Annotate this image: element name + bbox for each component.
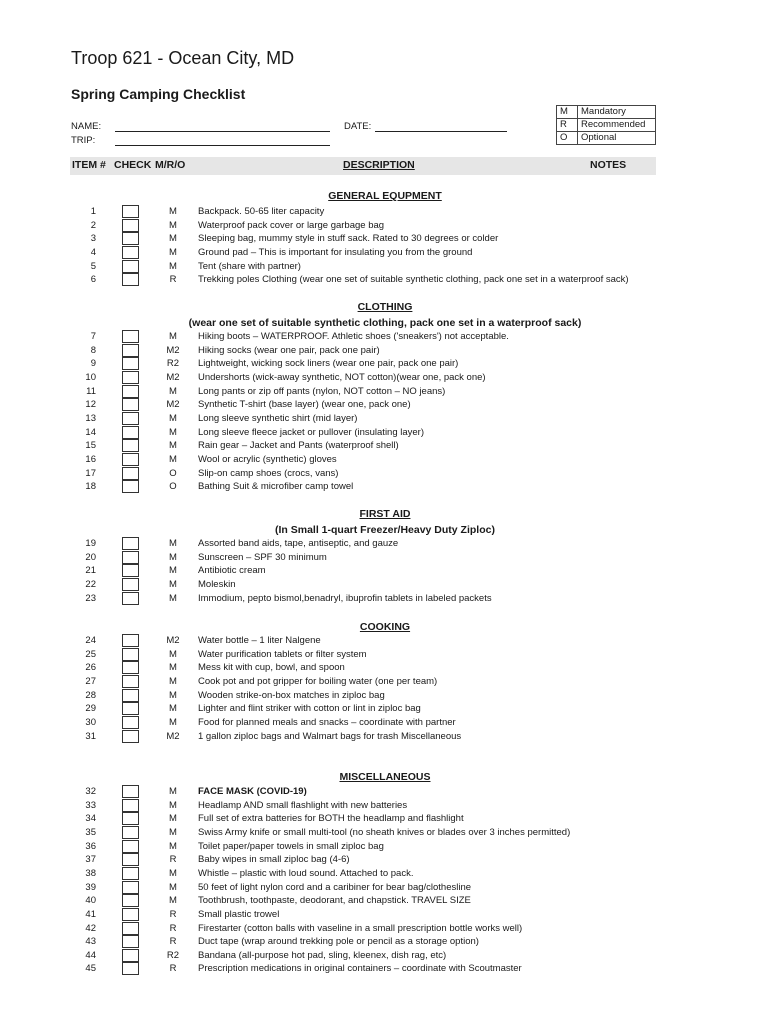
name-label: NAME:: [71, 121, 102, 132]
item-number: 22: [85, 578, 96, 590]
item-description: Lighter and flint striker with cotton or lint in ziploc bag: [198, 703, 421, 715]
check-box[interactable]: [122, 439, 139, 452]
item-number: 11: [86, 385, 96, 397]
item-number: 17: [85, 467, 96, 479]
item-number: 4: [90, 246, 96, 258]
item-description: Lightweight, wicking sock liners (wear one pair, pack one pair): [198, 358, 459, 370]
mro-code: M: [169, 578, 177, 590]
mro-code: R: [169, 908, 177, 920]
item-description: Assorted band aids, tape, antiseptic, and gauze: [198, 538, 399, 549]
check-box[interactable]: [122, 371, 139, 384]
check-box[interactable]: [122, 853, 139, 866]
item-description: Undershorts (wick-away synthetic, NOT cotton)(wear one, pack one): [198, 371, 486, 383]
mro-code: M: [169, 826, 177, 838]
check-box[interactable]: [122, 881, 139, 894]
check-box[interactable]: [122, 273, 139, 286]
legend-row: [557, 106, 656, 119]
checklist-row: [0, 800, 770, 814]
item-description: Slip-on camp shoes (crocs, vans): [198, 467, 339, 479]
checklist-row: [0, 635, 770, 649]
legend-row: [557, 132, 656, 145]
item-number: 33: [85, 799, 96, 811]
check-box[interactable]: [122, 537, 139, 550]
mro-code: M: [169, 786, 177, 797]
section-title: [0, 621, 770, 633]
check-box[interactable]: [122, 260, 139, 273]
check-box[interactable]: [122, 935, 139, 948]
item-description: Swiss Army knife or small multi-tool (no sheath knives or blades over 3 inches permitted): [198, 826, 571, 838]
item-number: 31: [85, 730, 96, 742]
check-box[interactable]: [122, 205, 139, 218]
checklist-row: [0, 481, 770, 495]
item-description: Whistle – plastic with loud sound. Attached to pack.: [198, 867, 414, 879]
item-number: 42: [85, 922, 96, 934]
item-number: 34: [85, 813, 96, 825]
check-box[interactable]: [122, 867, 139, 880]
check-box[interactable]: [122, 812, 139, 825]
mro-code: M: [169, 895, 177, 907]
mro-code: M: [169, 840, 177, 852]
page-subtitle: Spring Camping Checklist: [71, 86, 246, 102]
item-description: Synthetic T-shirt (base layer) (wear one, pack one): [198, 399, 411, 411]
legend-code: M: [557, 106, 578, 119]
item-description: Baby wipes in small ziploc bag (4-6): [198, 854, 350, 866]
mro-code: M: [169, 703, 177, 715]
mro-code: R: [169, 922, 177, 934]
legend-code: R: [557, 119, 578, 132]
checklist-row: [0, 358, 770, 372]
item-description: Hiking boots – WATERPROOF. Athletic shoes ('sneakers') not acceptable.: [198, 331, 509, 342]
section-title: [0, 771, 770, 783]
mro-code: M: [169, 551, 177, 563]
checklist-row: [0, 854, 770, 868]
item-description: Prescription medications in original containers – coordinate with Scoutmaster: [198, 963, 522, 975]
mro-code: M: [169, 867, 177, 879]
item-number: 14: [85, 426, 96, 438]
mro-code: R: [169, 936, 177, 948]
item-description: 50 feet of light nylon cord and a caribiner for bear bag/clothesline: [198, 881, 472, 893]
mro-code: M: [169, 716, 177, 728]
check-box[interactable]: [122, 702, 139, 715]
item-description: Long pants or zip off pants (nylon, NOT cotton – NO jeans): [198, 385, 446, 397]
check-box[interactable]: [122, 908, 139, 921]
checklist-row: [0, 220, 770, 234]
checklist-row: [0, 565, 770, 579]
item-description: Water bottle – 1 liter Nalgene: [198, 635, 321, 646]
item-number: 35: [85, 826, 96, 838]
header-description: DESCRIPTION: [343, 159, 415, 171]
mro-code: M: [169, 206, 177, 217]
item-description: Full set of extra batteries for BOTH the headlamp and flashlight: [198, 813, 464, 825]
item-number: 24: [85, 635, 96, 646]
item-description: Trekking poles Clothing (wear one set of suitable synthetic clothing, pack one set in a waterproof sack): [198, 274, 629, 286]
item-number: 13: [85, 412, 96, 424]
item-description: Bathing Suit & microfiber camp towel: [198, 481, 354, 493]
mro-code: M2: [166, 371, 180, 383]
item-description: Waterproof pack cover or large garbage bag: [198, 219, 385, 231]
item-number: 15: [85, 440, 96, 452]
mro-code: M: [169, 233, 177, 245]
check-box[interactable]: [122, 592, 139, 605]
item-number: 2: [90, 219, 96, 231]
check-box[interactable]: [122, 398, 139, 411]
mro-code: M2: [166, 730, 180, 742]
check-box[interactable]: [122, 480, 139, 493]
mro-code: M: [169, 675, 177, 687]
item-number: 5: [90, 260, 96, 272]
mro-code: M: [169, 426, 177, 438]
checklist-row: [0, 413, 770, 427]
mro-code: R: [169, 963, 177, 975]
checklist-row: [0, 454, 770, 468]
legend-code: O: [557, 132, 578, 145]
mro-code: M: [169, 453, 177, 465]
item-description: Wool or acrylic (synthetic) gloves: [198, 453, 337, 465]
item-number: 45: [85, 963, 96, 975]
checklist-row: [0, 593, 770, 607]
item-number: 18: [85, 481, 96, 493]
check-box[interactable]: [122, 785, 139, 798]
section-title: [0, 508, 770, 520]
checklist-row: [0, 731, 770, 745]
item-number: 21: [85, 565, 96, 577]
section-title: [0, 190, 770, 202]
checklist-row: [0, 372, 770, 386]
checklist-row: [0, 233, 770, 247]
checklist-row: [0, 440, 770, 454]
item-number: 37: [85, 854, 96, 866]
check-box[interactable]: [122, 826, 139, 839]
item-number: 36: [85, 840, 96, 852]
item-description: Long sleeve synthetic shirt (mid layer): [198, 412, 358, 424]
check-box[interactable]: [122, 922, 139, 935]
item-number: 9: [90, 358, 96, 370]
section-title-text: MISCELLANEOUS: [339, 771, 431, 783]
section-subtitle: (wear one set of suitable synthetic clothing, pack one set in a waterproof sack): [188, 317, 582, 329]
check-box[interactable]: [122, 962, 139, 975]
mro-code: M: [169, 440, 177, 452]
checklist-row: [0, 895, 770, 909]
checklist-row: [0, 841, 770, 855]
legend-table: [556, 105, 656, 145]
check-box[interactable]: [122, 675, 139, 688]
name-field[interactable]: [115, 121, 330, 132]
item-description: Bandana (all-purpose hot pad, sling, kleenex, dish rag, etc): [198, 949, 447, 961]
item-description: Tent (share with partner): [198, 260, 301, 272]
mro-code: M: [169, 260, 177, 272]
legend-label: Recommended: [578, 119, 656, 132]
checklist-row: [0, 552, 770, 566]
check-box[interactable]: [122, 689, 139, 702]
check-box[interactable]: [122, 344, 139, 357]
item-description: Toilet paper/paper towels in small ziploc bag: [198, 840, 384, 852]
mro-code: R2: [166, 949, 180, 961]
date-label: DATE:: [344, 121, 372, 132]
checklist-row: [0, 909, 770, 923]
mro-code: M: [169, 246, 177, 258]
checklist-row: [0, 690, 770, 704]
mro-code: R2: [166, 358, 180, 370]
item-description: FACE MASK (COVID-19): [198, 786, 307, 797]
item-description: Hiking socks (wear one pair, pack one pair): [198, 344, 380, 356]
check-box[interactable]: [122, 634, 139, 647]
item-number: 26: [85, 662, 96, 674]
mro-code: M2: [166, 635, 180, 646]
checklist-row: [0, 538, 770, 552]
checklist-row: [0, 206, 770, 220]
item-number: 6: [90, 274, 96, 286]
item-description: Immodium, pepto bismol,benadryl, ibuprofin tablets in labeled packets: [198, 592, 492, 604]
trip-label: TRIP:: [71, 135, 96, 146]
checklist-row: [0, 386, 770, 400]
checklist-row: [0, 813, 770, 827]
check-box[interactable]: [122, 385, 139, 398]
item-number: 19: [85, 538, 96, 549]
header-item: ITEM #: [72, 159, 106, 171]
item-number: 43: [85, 936, 96, 948]
checklist-row: [0, 882, 770, 896]
legend-label: Mandatory: [578, 106, 656, 119]
checklist-row: [0, 703, 770, 717]
item-number: 10: [85, 371, 96, 383]
mro-code: M: [169, 331, 177, 342]
section-title: [0, 301, 770, 313]
checklist-row: [0, 662, 770, 676]
trip-field[interactable]: [115, 135, 330, 146]
item-number: 32: [85, 786, 96, 797]
item-description: Cook pot and pot gripper for boiling water (one per team): [198, 675, 438, 687]
checklist-row: [0, 345, 770, 359]
check-box[interactable]: [122, 246, 139, 259]
check-box[interactable]: [122, 564, 139, 577]
checklist-row: [0, 427, 770, 441]
check-box[interactable]: [122, 894, 139, 907]
checklist-row: [0, 963, 770, 977]
date-field[interactable]: [375, 121, 507, 132]
checklist-row: [0, 274, 770, 288]
item-number: 25: [85, 648, 96, 660]
mro-code: M: [169, 662, 177, 674]
item-number: 40: [85, 895, 96, 907]
checklist-row: [0, 936, 770, 950]
check-box[interactable]: [122, 578, 139, 591]
check-box[interactable]: [122, 232, 139, 245]
section-title-text: CLOTHING: [357, 301, 413, 313]
item-number: 29: [85, 703, 96, 715]
item-number: 39: [85, 881, 96, 893]
item-description: Food for planned meals and snacks – coordinate with partner: [198, 716, 456, 728]
mro-code: M: [169, 881, 177, 893]
item-number: 20: [85, 551, 96, 563]
item-description: Wooden strike-on-box matches in ziploc bag: [198, 689, 385, 701]
check-box[interactable]: [122, 412, 139, 425]
check-box[interactable]: [122, 357, 139, 370]
header-notes: NOTES: [590, 159, 627, 171]
item-description: Sleeping bag, mummy style in stuff sack. Rated to 30 degrees or colder: [198, 233, 499, 245]
section-title-text: FIRST AID: [359, 508, 411, 520]
item-description: Duct tape (wrap around trekking pole or pencil as a storage option): [198, 936, 479, 948]
item-description: Backpack. 50-65 liter capacity: [198, 206, 325, 217]
item-number: 44: [85, 949, 96, 961]
item-number: 27: [85, 675, 96, 687]
mro-code: M: [169, 538, 177, 549]
check-box[interactable]: [122, 648, 139, 661]
item-number: 8: [90, 344, 96, 356]
mro-code: M2: [166, 344, 180, 356]
check-box[interactable]: [122, 840, 139, 853]
check-box[interactable]: [122, 716, 139, 729]
checklist-row: [0, 649, 770, 663]
item-description: Sunscreen – SPF 30 minimum: [198, 551, 327, 563]
item-description: Long sleeve fleece jacket or pullover (insulating layer): [198, 426, 425, 438]
item-number: 30: [85, 716, 96, 728]
mro-code: R: [169, 274, 177, 286]
item-number: 7: [90, 331, 96, 342]
mro-code: O: [169, 481, 177, 493]
section-title-text: GENERAL EQUPMENT: [328, 190, 442, 202]
checklist-row: [0, 579, 770, 593]
check-box[interactable]: [122, 453, 139, 466]
check-box[interactable]: [122, 799, 139, 812]
item-number: 28: [85, 689, 96, 701]
checklist-row: [0, 923, 770, 937]
page-title: Troop 621 - Ocean City, MD: [71, 48, 295, 68]
mro-code: M: [169, 385, 177, 397]
checklist-row: [0, 868, 770, 882]
item-description: Rain gear – Jacket and Pants (waterproof shell): [198, 440, 399, 452]
item-number: 1: [90, 206, 96, 217]
checklist-row: [0, 827, 770, 841]
item-number: 41: [85, 908, 96, 920]
mro-code: M: [169, 412, 177, 424]
item-description: Moleskin: [198, 578, 236, 590]
mro-code: M: [169, 592, 177, 604]
item-number: 3: [90, 233, 96, 245]
mro-code: M: [169, 799, 177, 811]
checklist-row: [0, 331, 770, 345]
mro-code: M: [169, 565, 177, 577]
check-box[interactable]: [122, 426, 139, 439]
checklist-row: [0, 786, 770, 800]
check-box[interactable]: [122, 467, 139, 480]
item-number: 12: [85, 399, 96, 411]
mro-code: M: [169, 648, 177, 660]
header-mro: M/R/O: [155, 159, 186, 171]
check-box[interactable]: [122, 551, 139, 564]
item-description: Small plastic trowel: [198, 908, 280, 920]
section-subtitle: (In Small 1-quart Freezer/Heavy Duty Ziploc): [275, 524, 495, 536]
item-description: Water purification tablets or filter system: [198, 648, 367, 660]
legend-row: [557, 119, 656, 132]
checklist-row: [0, 950, 770, 964]
section-title-text: COOKING: [359, 621, 411, 633]
check-box[interactable]: [122, 730, 139, 743]
mro-code: M: [169, 689, 177, 701]
item-description: Ground pad – This is important for insulating you from the ground: [198, 246, 473, 258]
checklist-row: [0, 468, 770, 482]
checklist-row: [0, 676, 770, 690]
check-box[interactable]: [122, 330, 139, 343]
mro-code: M2: [166, 399, 180, 411]
checklist-row: [0, 261, 770, 275]
item-description: Toothbrush, toothpaste, deodorant, and chapstick. TRAVEL SIZE: [198, 895, 471, 907]
header-check: CHECK: [114, 159, 152, 171]
item-number: 38: [85, 867, 96, 879]
mro-code: R: [169, 854, 177, 866]
mro-code: M: [169, 219, 177, 231]
checklist-row: [0, 247, 770, 261]
table-header: [70, 157, 656, 175]
checklist-row: [0, 399, 770, 413]
item-description: Headlamp AND small flashlight with new batteries: [198, 799, 408, 811]
item-description: Antibiotic cream: [198, 565, 266, 577]
item-description: 1 gallon ziploc bags and Walmart bags for trash Miscellaneous: [198, 730, 462, 742]
item-number: 23: [85, 592, 96, 604]
check-box[interactable]: [122, 661, 139, 674]
item-number: 16: [85, 453, 96, 465]
item-description: Firestarter (cotton balls with vaseline in a small prescription bottle works well): [198, 922, 523, 934]
legend-label: Optional: [578, 132, 656, 145]
checklist-row: [0, 717, 770, 731]
mro-code: O: [169, 467, 177, 479]
item-description: Mess kit with cup, bowl, and spoon: [198, 662, 345, 674]
mro-code: M: [169, 813, 177, 825]
check-box[interactable]: [122, 949, 139, 962]
check-box[interactable]: [122, 219, 139, 232]
